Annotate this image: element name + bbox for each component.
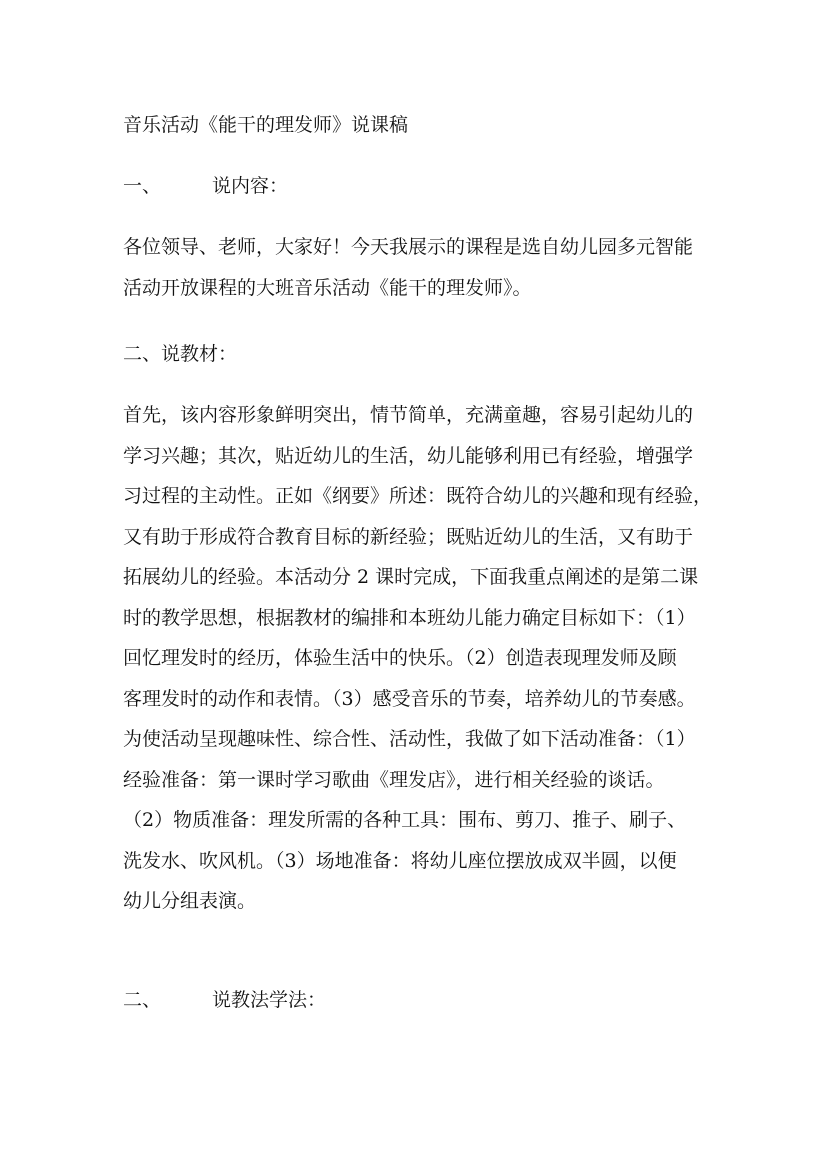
section-heading-text: 说教法学法：: [212, 989, 327, 1011]
paragraph-line: 各位领导、老师，大家好！今天我展示的课程是选自幼儿园多元智能: [123, 236, 694, 258]
paragraph-line: 时的教学思想，根据教材的编排和本班幼儿能力确定目标如下：（1）: [123, 606, 696, 629]
paragraph-line: 经验准备：第一课时学习歌曲《理发店》，进行相关经验的谈话。: [123, 768, 665, 791]
paragraph-content: [123, 227, 713, 308]
paragraph-line: 学习兴趣；其次，贴近幼儿的生活，幼儿能够利用已有经验，增强学: [123, 444, 694, 467]
section-heading-content: [123, 173, 288, 199]
paragraph-line: 回忆理发时的经历，体验生活中的快乐。（2）创造表现理发师及顾: [123, 647, 677, 669]
paragraph-materials: [123, 395, 713, 922]
section-heading-methods: [123, 987, 326, 1013]
section-number: 一、: [123, 175, 162, 197]
paragraph-line: 幼儿分组表演。: [123, 890, 257, 912]
paragraph-line: 拓展幼儿的经验。本活动分 2 课时完成，下面我重点阐述的是第二课: [123, 566, 699, 588]
paragraph-line: 又有助于形成符合教育目标的新经验；既贴近幼儿的生活，又有助于: [123, 525, 694, 548]
section-number: 二、: [123, 343, 162, 365]
section-number: 二、: [123, 989, 162, 1011]
section-heading-text: 说教材：: [161, 343, 238, 365]
paragraph-line: 洗发水、吹风机。（3）场地准备：将幼儿座位摆放成双半圆，以便: [123, 849, 677, 872]
section-heading-materials: [123, 341, 237, 367]
paragraph-line: 习过程的主动性。正如《纲要》所述：既符合幼儿的兴趣和现有经验，: [123, 485, 713, 507]
document-title: 音乐活动《能干的理发师》说课稿: [123, 114, 409, 136]
paragraph-line: （2）物质准备：理发所需的各种工具：围布、剪刀、推子、刷子、: [123, 809, 687, 831]
paragraph-line: 为使活动呈现趣味性、综合性、活动性，我做了如下活动准备：（1）: [123, 728, 696, 750]
paragraph-line: 首先，该内容形象鲜明突出，情节简单，充满童趣，容易引起幼儿的: [123, 404, 694, 426]
section-heading-text: 说内容：: [212, 175, 289, 197]
paragraph-line: 客理发时的动作和表情。（3）感受音乐的节奏，培养幼儿的节奏感。: [123, 687, 696, 710]
paragraph-line: 活动开放课程的大班音乐活动《能干的理发师》。: [123, 276, 532, 299]
